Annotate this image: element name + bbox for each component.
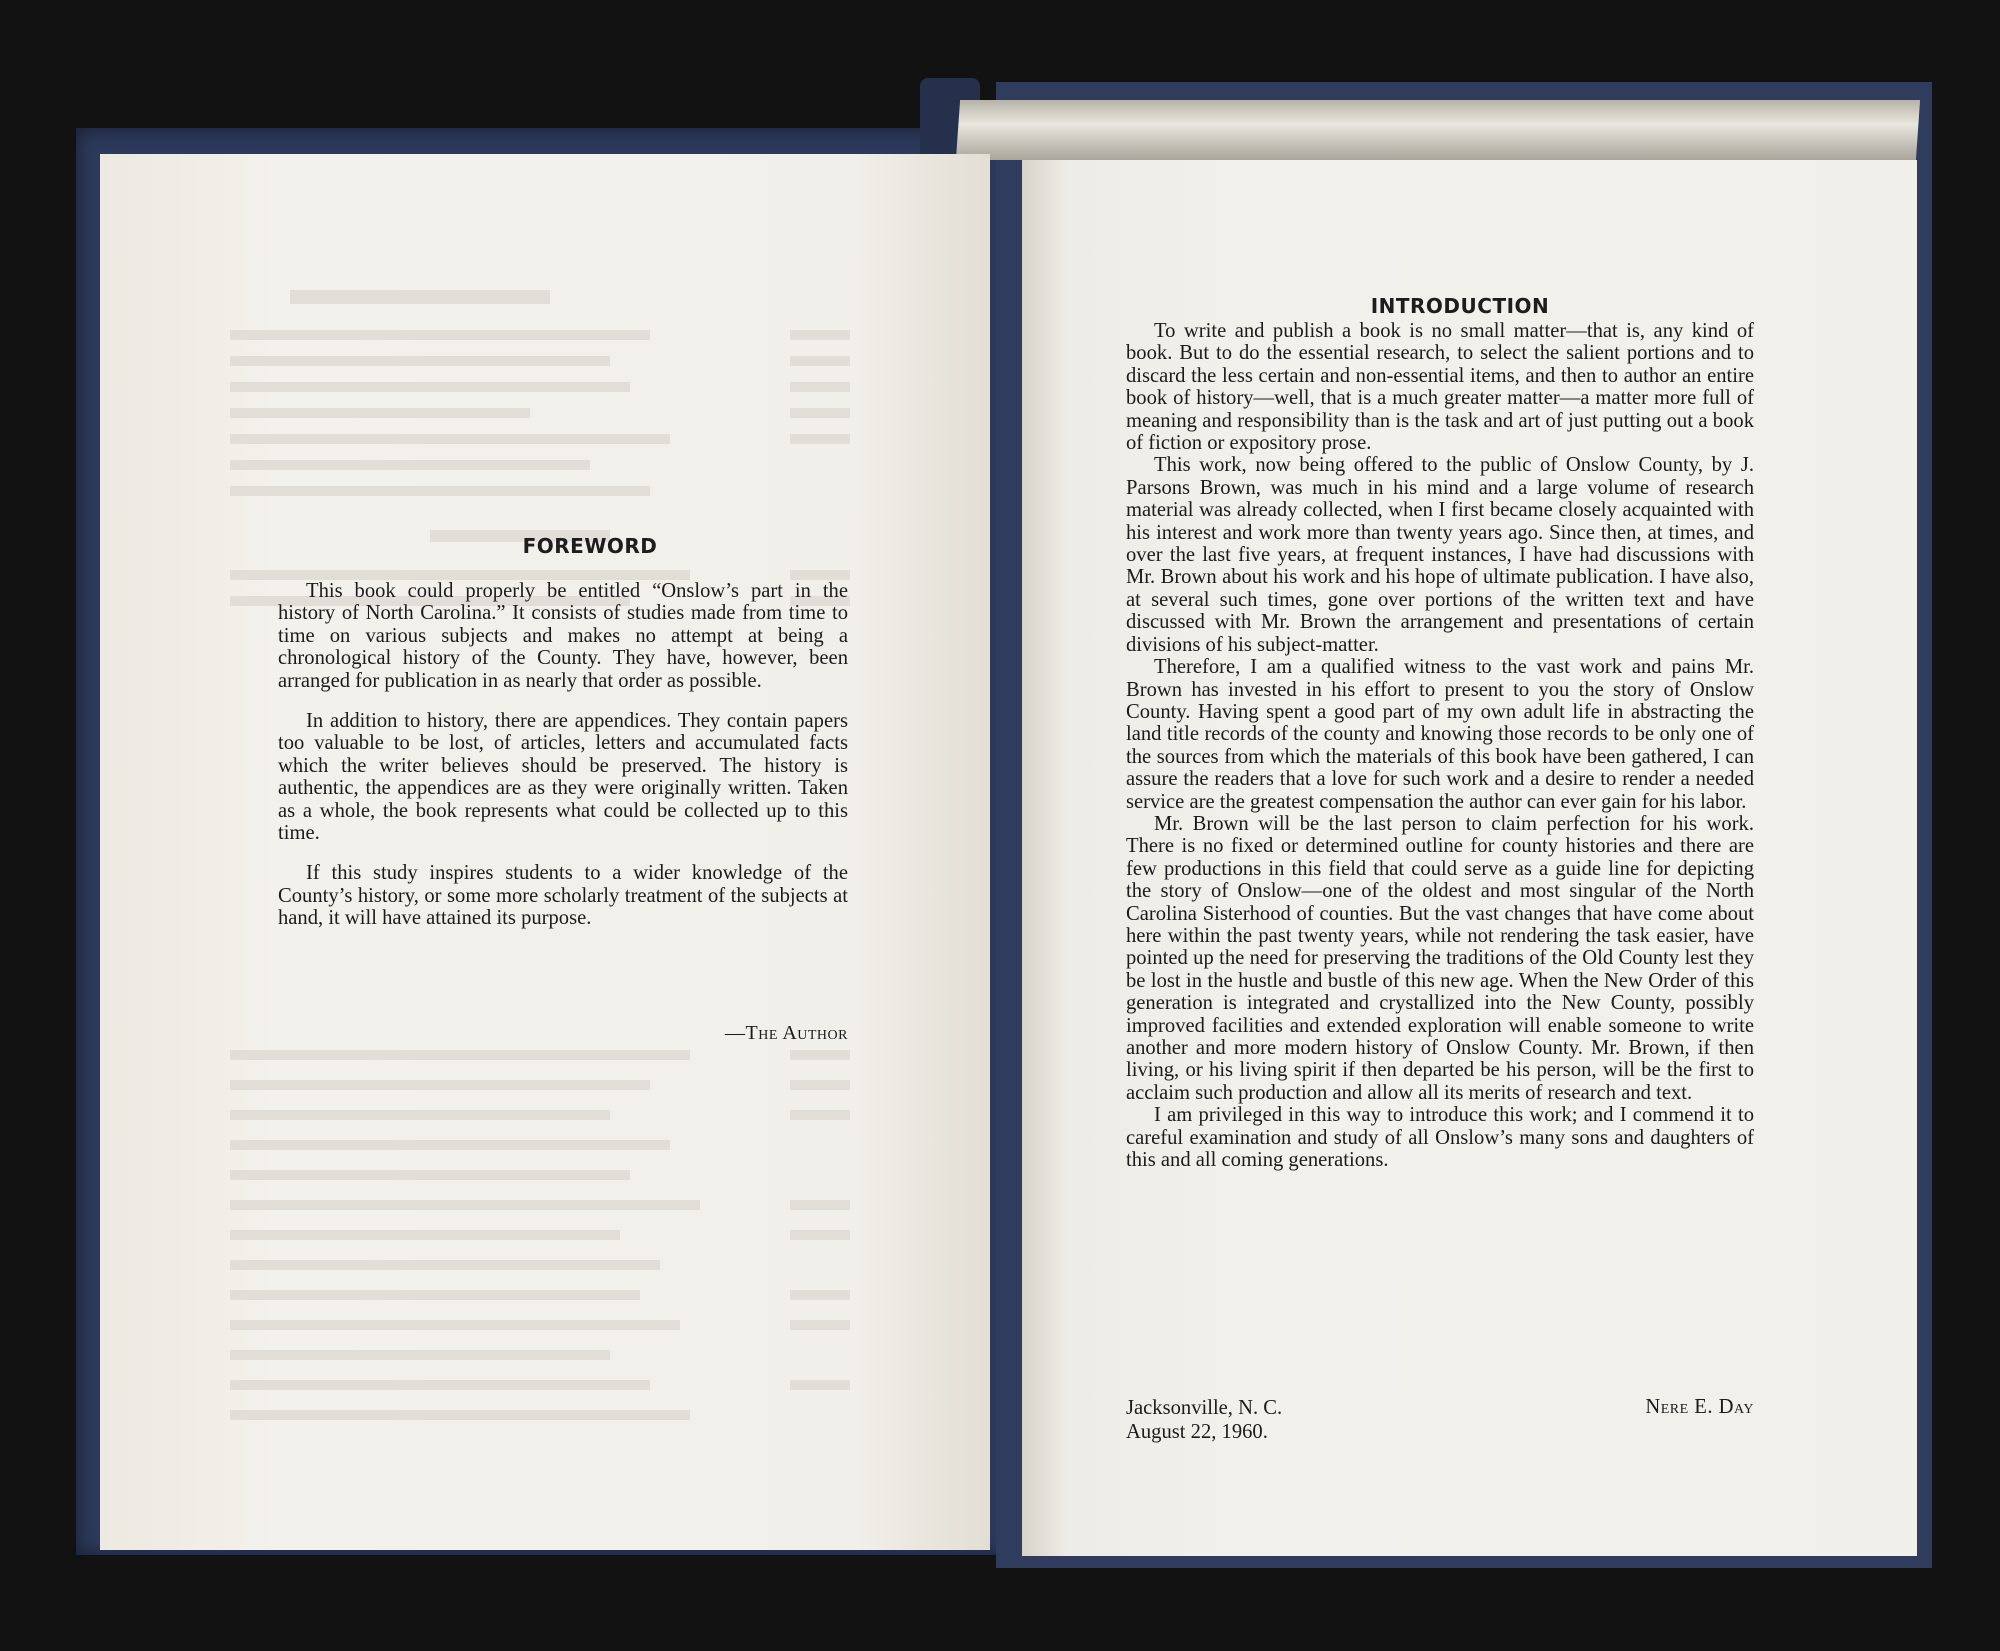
introduction-paragraph: This work, now being offered to the public of Onslow County, by J. Parsons Brown, was much in his mind and a large volume of research material was already collected, when I first became closely acquainted with his interest and work more than twenty years ago. Since then, at times, and over the last five years, at frequent instances, I have had discussions with Mr. Brown about his work and his hope of ultimate publication. I have also, at several such times, gone over portions of the written text and have discussed with Mr. Brown the arrangement and presentations of certain divisions of his subject-matter. bbox=[1126, 454, 1754, 656]
introduction-paragraph: I am privileged in this way to introduce this work; and I commend it to careful examination and study of all Onslow’s many sons and daughters of this and all coming generations. bbox=[1126, 1104, 1754, 1172]
introduction-title: INTRODUCTION bbox=[1370, 294, 1550, 318]
foreword-title: FOREWORD bbox=[522, 534, 658, 558]
introduction-place-date bbox=[1126, 1396, 1282, 1444]
foreword-paragraph: If this study inspires students to a wider knowledge of the County’s history, or some more scholarly treatment of the subjects at hand, it will have attained its purpose. bbox=[278, 862, 848, 930]
foreword-paragraph: This book could properly be entitled “Onslow’s part in the history of North Carolina.” It consists of studies made from time to time on various subjects and makes no attempt at being a chronological history of the County. They have, however, been arranged for publication in as nearly that order as possible. bbox=[278, 580, 848, 692]
introduction-date: August 22, 1960. bbox=[1126, 1421, 1268, 1443]
introduction-place: Jacksonville, N. C. bbox=[1126, 1397, 1283, 1419]
introduction-body bbox=[1126, 320, 1754, 1171]
foreword-body bbox=[278, 580, 848, 948]
foreword-signature: —The Author bbox=[725, 1022, 848, 1044]
page-edges bbox=[956, 100, 1920, 160]
introduction-paragraph: To write and publish a book is no small matter—that is, any kind of book. But to do the essential research, to select the salient portions and to discard the less certain and non-essential items, and then to author an entire book of history—well, that is a much greater matter—a matter more full of meaning and responsibility than is the task and art of just putting out a book of fiction or expository prose. bbox=[1126, 320, 1754, 455]
introduction-paragraph: Therefore, I am a qualified witness to the vast work and pains Mr. Brown has invested in his effort to present to you the story of Onslow County. Having spent a good part of my own adult life in abstracting the land title records of the county and knowing those records to be only one of the sources from which the materials of this book have been gathered, I can assure the readers that a love for such work and a desire to render a needed service are the greatest compensation the author can ever gain for his labor. bbox=[1126, 656, 1754, 813]
introduction-paragraph: Mr. Brown will be the last person to claim perfection for his work. There is no fixed or determined outline for county histories and there are few productions in this field that could serve as a guide line for depicting the story of Onslow—one of the oldest and most singular of the North Carolina Sisterhood of counties. But the vast changes that have come about here within the past twenty years, while not rendering the task easier, have pointed up the need for preserving the traditions of the Old County lest they be lost in the hustle and bustle of this new age. When the New Order of this generation is integrated and crystallized into the New County, possibly improved facilities and extended exploration will enable someone to write another and more modern history of Onslow County. Mr. Brown, if then living, or his living spirit if then departed be his person, will be the first to acclaim such production and allow all its merits of research and text. bbox=[1126, 812, 1754, 1104]
introduction-signature: Nere E. Day bbox=[1645, 1396, 1754, 1418]
foreword-paragraph: In addition to history, there are appendices. They contain papers too valuable to be lost, of articles, letters and accumulated facts which the writer believes should be preserved. The history is authentic, the appendices are as they were originally written. Taken as a whole, the book represents what could be collected up to this time. bbox=[278, 710, 848, 845]
